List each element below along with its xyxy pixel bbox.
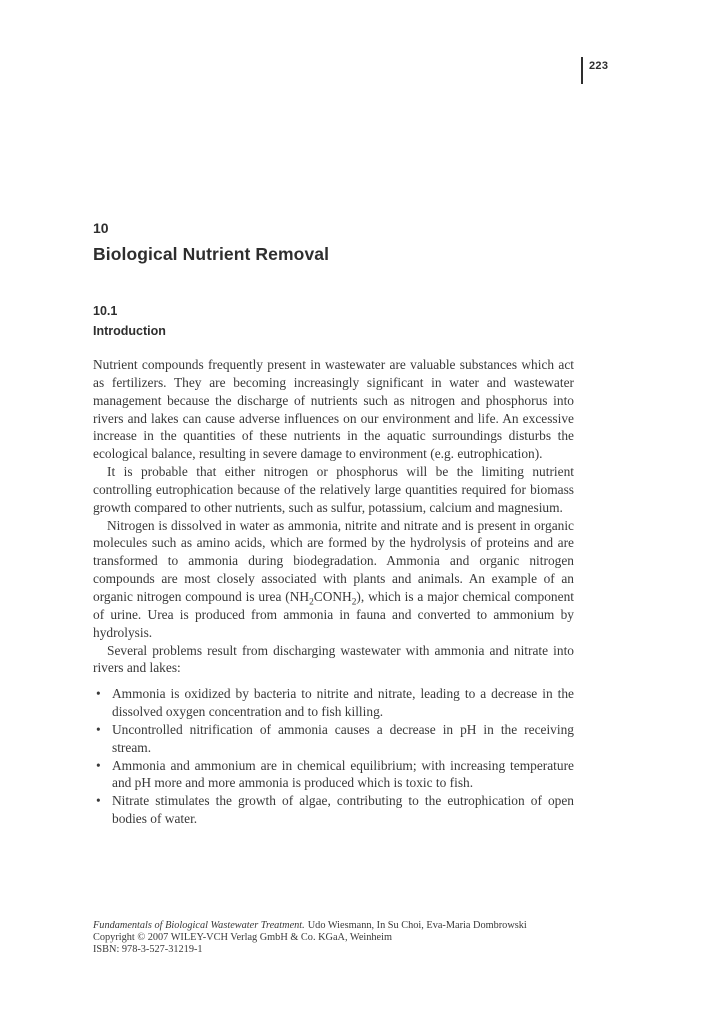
section-title: Introduction [93, 324, 166, 338]
section-number: 10.1 [93, 304, 118, 318]
list-item-text: Ammonia and ammonium are in chemical equilibrium; with increasing temperature and pH more and more ammonia is produced which is toxic to fish. [112, 757, 574, 791]
paragraph: Nitrogen is dissolved in water as ammonia, nitrite and nitrate and is present in organic molecules such as amino acids, which are formed by the hydrolysis of proteins and are transformed to ammonia during biodegradation. Ammonia and organic nitrogen compounds are most closely associated with plants and animals. An example of an organic nitrogen compound is urea $(NH_2CONH_2)$, which is a major chemical component of urine. Urea is produced from ammonia in fauna and converted to ammonium by hydrolysis. [93, 517, 574, 640]
footer-book-title: Fundamentals of Biological Wastewater Treatment. [93, 920, 305, 931]
footer-credits [93, 920, 603, 955]
body-text [93, 356, 574, 828]
section-heading [93, 301, 166, 341]
footer-authors: Udo Wiesmann, In Su Choi, Eva-Maria Dombrowski [307, 920, 527, 931]
bullet-icon: • [96, 757, 101, 773]
page-number: 223 [589, 60, 609, 72]
bullet-icon: • [96, 686, 101, 702]
list-item [93, 685, 574, 721]
bullet-icon: • [96, 793, 101, 809]
list-item [93, 757, 574, 793]
paragraphs [93, 356, 574, 677]
bullet-icon: • [96, 721, 101, 737]
chapter-number: 10 [93, 220, 109, 236]
list-item-text: Nitrate stimulates the growth of algae, contributing to the eutrophication of open bodies of water. [112, 793, 574, 827]
footer-isbn: ISBN: 978-3-527-31219-1 [93, 943, 203, 955]
list-item [93, 721, 574, 757]
footer-book-line [93, 920, 603, 932]
list-item [93, 792, 574, 828]
chapter-heading [93, 220, 329, 265]
chapter-title: Biological Nutrient Removal [93, 244, 330, 264]
page-number-block [581, 57, 608, 84]
paragraph: It is probable that either nitrogen or phosphorus will be the limiting nutrient controlling eutrophication because of the relatively large quantities required for biomass growth compared to other nutrients, such as sulfur, potassium, calcium and magnesium. [93, 464, 574, 515]
bullet-list [93, 685, 574, 828]
footer-copyright: Copyright © 2007 WILEY-VCH Verlag GmbH & Co. KGaA, Weinheim [93, 931, 392, 943]
paragraph: Nutrient compounds frequently present in wastewater are valuable substances which act as fertilizers. They are becoming increasingly significant in water and wastewater management because the discharge of nutrients such as nitrogen and phosphorus into rivers and lakes can cause adverse influences on our environment and life. An excessive increase in the quantities of these nutrients in the aquatic surroundings disturbs the ecological balance, resulting in severe damage to environment (e.g. eutrophication). [93, 357, 574, 462]
list-item-text: Ammonia is oxidized by bacteria to nitrite and nitrate, leading to a decrease in the dissolved oxygen concentration and to fish killing. [112, 686, 574, 720]
list-item-text: Uncontrolled nitrification of ammonia causes a decrease in pH in the receiving stream. [112, 721, 574, 755]
paragraph: Several problems result from discharging wastewater with ammonia and nitrate into rivers and lakes: [93, 642, 574, 676]
